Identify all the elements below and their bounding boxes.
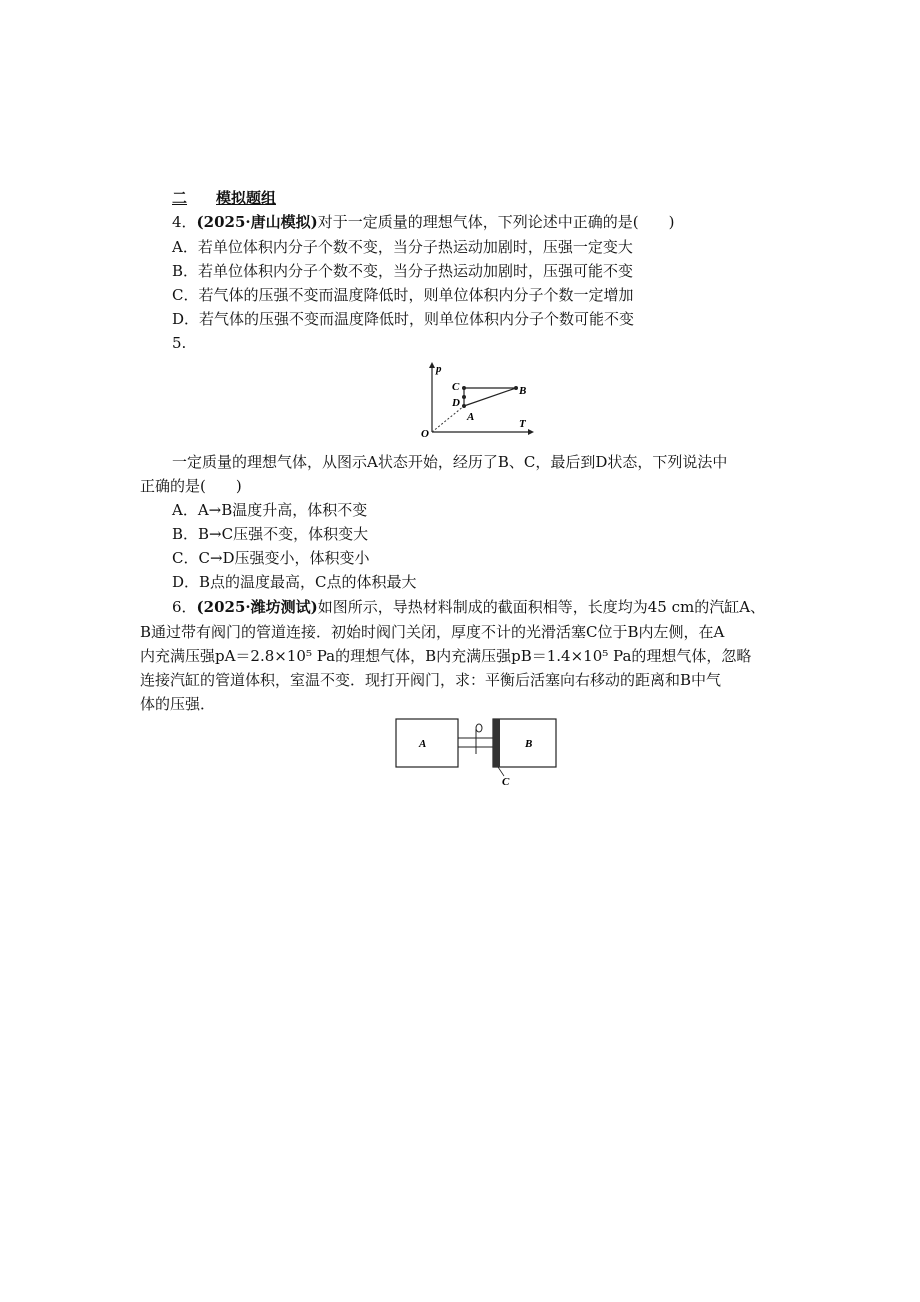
q4-option-d: D．若气体的压强不变而温度降低时，则单位体积内分子个数可能不变 — [172, 310, 635, 328]
point-b — [514, 386, 518, 390]
label-d: D — [452, 397, 460, 409]
label-b: B — [519, 385, 527, 397]
q5-stem-line1: 一定质量的理想气体，从图示A状态开始，经历了B、C，最后到D状态，下列说法中 — [172, 453, 728, 471]
label-cylinder-b: B — [525, 738, 533, 750]
point-d — [462, 395, 466, 399]
q5-pt-graph — [418, 360, 538, 440]
q5-option-a: A．A→B温度升高，体积不变 — [172, 501, 368, 519]
cylinder-a — [396, 719, 458, 767]
q4-number: 4． — [172, 213, 197, 231]
point-a — [462, 404, 466, 408]
q6-source: (2025·潍坊测试) — [196, 598, 318, 616]
label-c: C — [452, 381, 460, 393]
q5-number: 5. — [172, 334, 187, 352]
q6-number: 6． — [172, 598, 197, 616]
q4-source: (2025·唐山模拟) — [196, 213, 318, 231]
segment-a-b — [464, 388, 516, 406]
q6-text-line1: 如图所示，导热材料制成的截面积相等，长度均为45 cm的汽缸A、 — [317, 598, 766, 616]
q4-stem-line — [172, 210, 674, 234]
piston-leader — [498, 767, 504, 776]
q6-line2: B通过带有阀门的管道连接．初始时阀门关闭，厚度不计的光滑活塞C位于B内左侧，在A — [140, 623, 725, 641]
valve-knob — [476, 724, 482, 732]
point-c — [462, 386, 466, 390]
dashed-extension — [432, 406, 464, 432]
section-title: 模拟题组 — [216, 189, 277, 207]
q6-line5: 体的压强． — [140, 695, 216, 713]
q6-line3: 内充满压强pA＝2.8×10⁵ Pa的理想气体，B内充满压强pB＝1.4×10⁵ Pa的理想气体，忽略 — [140, 647, 752, 665]
q4-option-b: B．若单位体积内分子个数不变，当分子热运动加剧时，压强可能不变 — [172, 262, 634, 280]
x-axis-label: T — [519, 418, 526, 430]
origin-label: O — [421, 428, 429, 440]
label-a: A — [467, 411, 475, 423]
q5-option-b: B．B→C压强不变，体积变大 — [172, 525, 369, 543]
q6-cylinder-figure — [392, 714, 562, 790]
q4-stem: 对于一定质量的理想气体，下列论述中正确的是( ) — [317, 213, 675, 231]
x-axis-arrow — [528, 429, 534, 435]
label-piston-c: C — [502, 776, 510, 788]
q4-option-c: C．若气体的压强不变而温度降低时，则单位体积内分子个数一定增加 — [172, 286, 634, 304]
q5-option-c: C．C→D压强变小，体积变小 — [172, 549, 370, 567]
y-axis-label: p — [436, 363, 442, 375]
label-cylinder-a: A — [419, 738, 427, 750]
q6-line1 — [172, 595, 765, 619]
q4-option-a: A．若单位体积内分子个数不变，当分子热运动加剧时，压强一定变大 — [172, 238, 633, 256]
y-axis-arrow — [429, 362, 435, 368]
q6-line4: 连接汽缸的管道体积，室温不变．现打开阀门，求：平衡后活塞向右移动的距离和B中气 — [140, 671, 722, 689]
section-number: 二 — [172, 189, 188, 207]
q5-option-d: D．B点的温度最高，C点的体积最大 — [172, 573, 417, 591]
q5-stem-line2: 正确的是( ) — [140, 477, 242, 495]
section-header — [172, 186, 276, 210]
piston-c — [493, 719, 500, 767]
